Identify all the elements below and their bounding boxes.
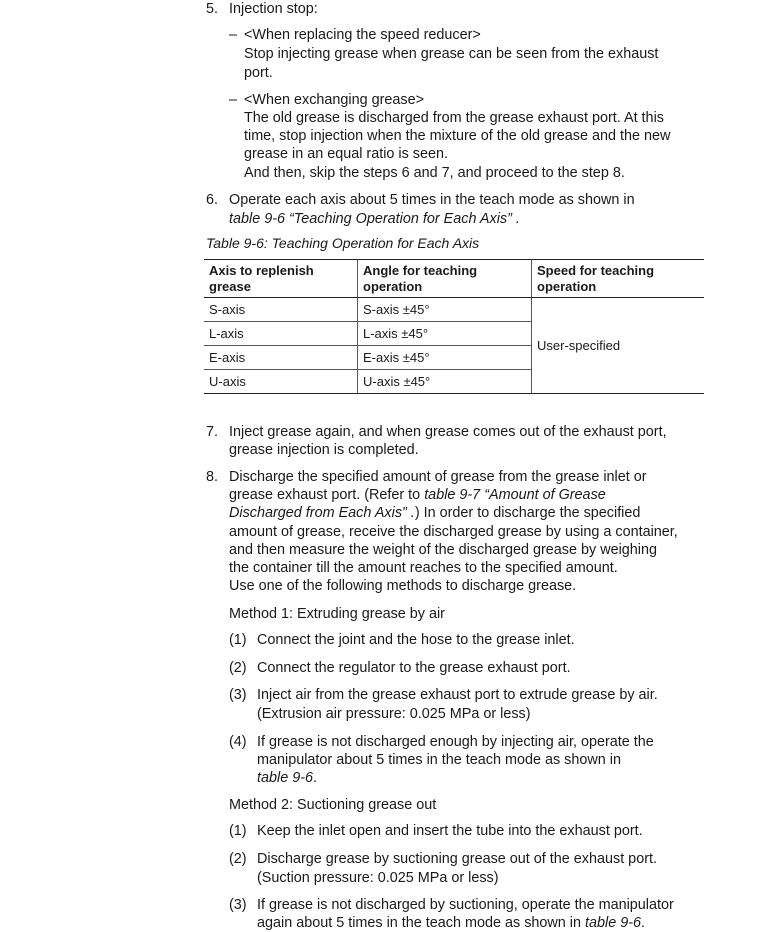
item-text: again about 5 times in the teach mode as shown in table 9-6.: [257, 915, 646, 931]
table-header: Axis to replenish grease: [204, 260, 358, 298]
item-text: manipulator about 5 times in the teach mode as shown in: [257, 752, 621, 768]
text-line: And then, skip the steps 6 and 7, and proceed to the step 8.: [244, 165, 625, 181]
text-line: and then measure the weight of the discharged grease by weighing: [229, 542, 658, 558]
step-text: grease exhaust port. (Refer to table 9-7 “Amount of Grease: [229, 487, 606, 503]
teaching-operation-table: [204, 259, 704, 394]
dash-bullet: –: [229, 27, 238, 43]
table-cell: U-axis ±45°: [358, 370, 532, 394]
table-reference: Discharged from Each Axis” .: [229, 505, 415, 521]
table-reference: table 9-7 “Amount of Grease: [424, 487, 606, 503]
table-header: Angle for teaching operation: [358, 260, 532, 298]
table-cell: E-axis ±45°: [358, 346, 532, 370]
item-number: (1): [229, 632, 247, 648]
table-reference: table 9-6: [257, 770, 314, 786]
dash-bullet: –: [229, 92, 238, 108]
item-text: table 9-6.: [257, 770, 318, 786]
item-text: Connect the joint and the hose to the grease inlet.: [257, 632, 575, 648]
text-line: the container till the amount reaches to the specified amount.: [229, 560, 618, 576]
table-cell: E-axis: [204, 346, 358, 370]
step-text: grease injection is completed.: [229, 442, 419, 458]
item-number: (3): [229, 687, 247, 703]
method-title: Method 2: Suctioning grease out: [229, 797, 437, 813]
sub-heading: <When exchanging grease>: [244, 92, 425, 108]
item-number: (2): [229, 851, 247, 867]
table-row: [204, 298, 704, 322]
step-number: 8.: [206, 469, 219, 485]
step-text: Discharged from Each Axis” .) In order to discharge the specified: [229, 505, 641, 521]
table-cell: L-axis ±45°: [358, 322, 532, 346]
item-text: If grease is not discharged by suctioning, operate the manipulator: [257, 897, 674, 913]
item-text: Connect the regulator to the grease exhaust port.: [257, 660, 571, 676]
item-text: (Extrusion air pressure: 0.025 MPa or less): [257, 706, 531, 722]
step-number: 7.: [206, 424, 219, 440]
text-line: The old grease is discharged from the grease exhaust port. At this: [244, 110, 664, 126]
step-text: Injection stop:: [229, 1, 318, 17]
item-number: (3): [229, 897, 247, 913]
text-line: grease in an equal ratio is seen.: [244, 146, 448, 162]
method-title: Method 1: Extruding grease by air: [229, 606, 445, 622]
item-number: (2): [229, 660, 247, 676]
table-cell-speed: User-specified: [532, 298, 705, 394]
step-text: Discharge the specified amount of grease from the grease inlet or: [229, 469, 647, 485]
step-text: Operate each axis about 5 times in the teach mode as shown in: [229, 192, 635, 208]
sub-heading: <When replacing the speed reducer>: [244, 27, 481, 43]
step-number: 6.: [206, 192, 219, 208]
item-text: Inject air from the grease exhaust port to extrude grease by air.: [257, 687, 658, 703]
item-text: If grease is not discharged enough by injecting air, operate the: [257, 734, 654, 750]
table-caption: Table 9-6: Teaching Operation for Each Axis: [206, 235, 480, 251]
item-text: Discharge grease by suctioning grease out of the exhaust port.: [257, 851, 657, 867]
table-cell: S-axis ±45°: [358, 298, 532, 322]
item-number: (1): [229, 823, 247, 839]
table-header-row: [204, 260, 704, 298]
table-reference: table 9-6: [585, 915, 642, 931]
item-text: Keep the inlet open and insert the tube into the exhaust port.: [257, 823, 643, 839]
table-cell: U-axis: [204, 370, 358, 394]
text-line: Use one of the following methods to discharge grease.: [229, 578, 577, 594]
step-number: 5.: [206, 1, 219, 17]
text-line: Stop injecting grease when grease can be seen from the exhaust: [244, 46, 659, 62]
table-reference: table 9-6 “Teaching Operation for Each Axis” .: [229, 211, 520, 227]
table-header: Speed for teaching operation: [532, 260, 705, 298]
item-text: (Suction pressure: 0.025 MPa or less): [257, 870, 499, 886]
table-cell: S-axis: [204, 298, 358, 322]
table-cell: L-axis: [204, 322, 358, 346]
text-line: port.: [244, 65, 273, 81]
text-line: time, stop injection when the mixture of the old grease and the new: [244, 128, 671, 144]
item-number: (4): [229, 734, 247, 750]
step-text: Inject grease again, and when grease comes out of the exhaust port,: [229, 424, 667, 440]
text-line: amount of grease, receive the discharged grease by using a container,: [229, 524, 678, 540]
